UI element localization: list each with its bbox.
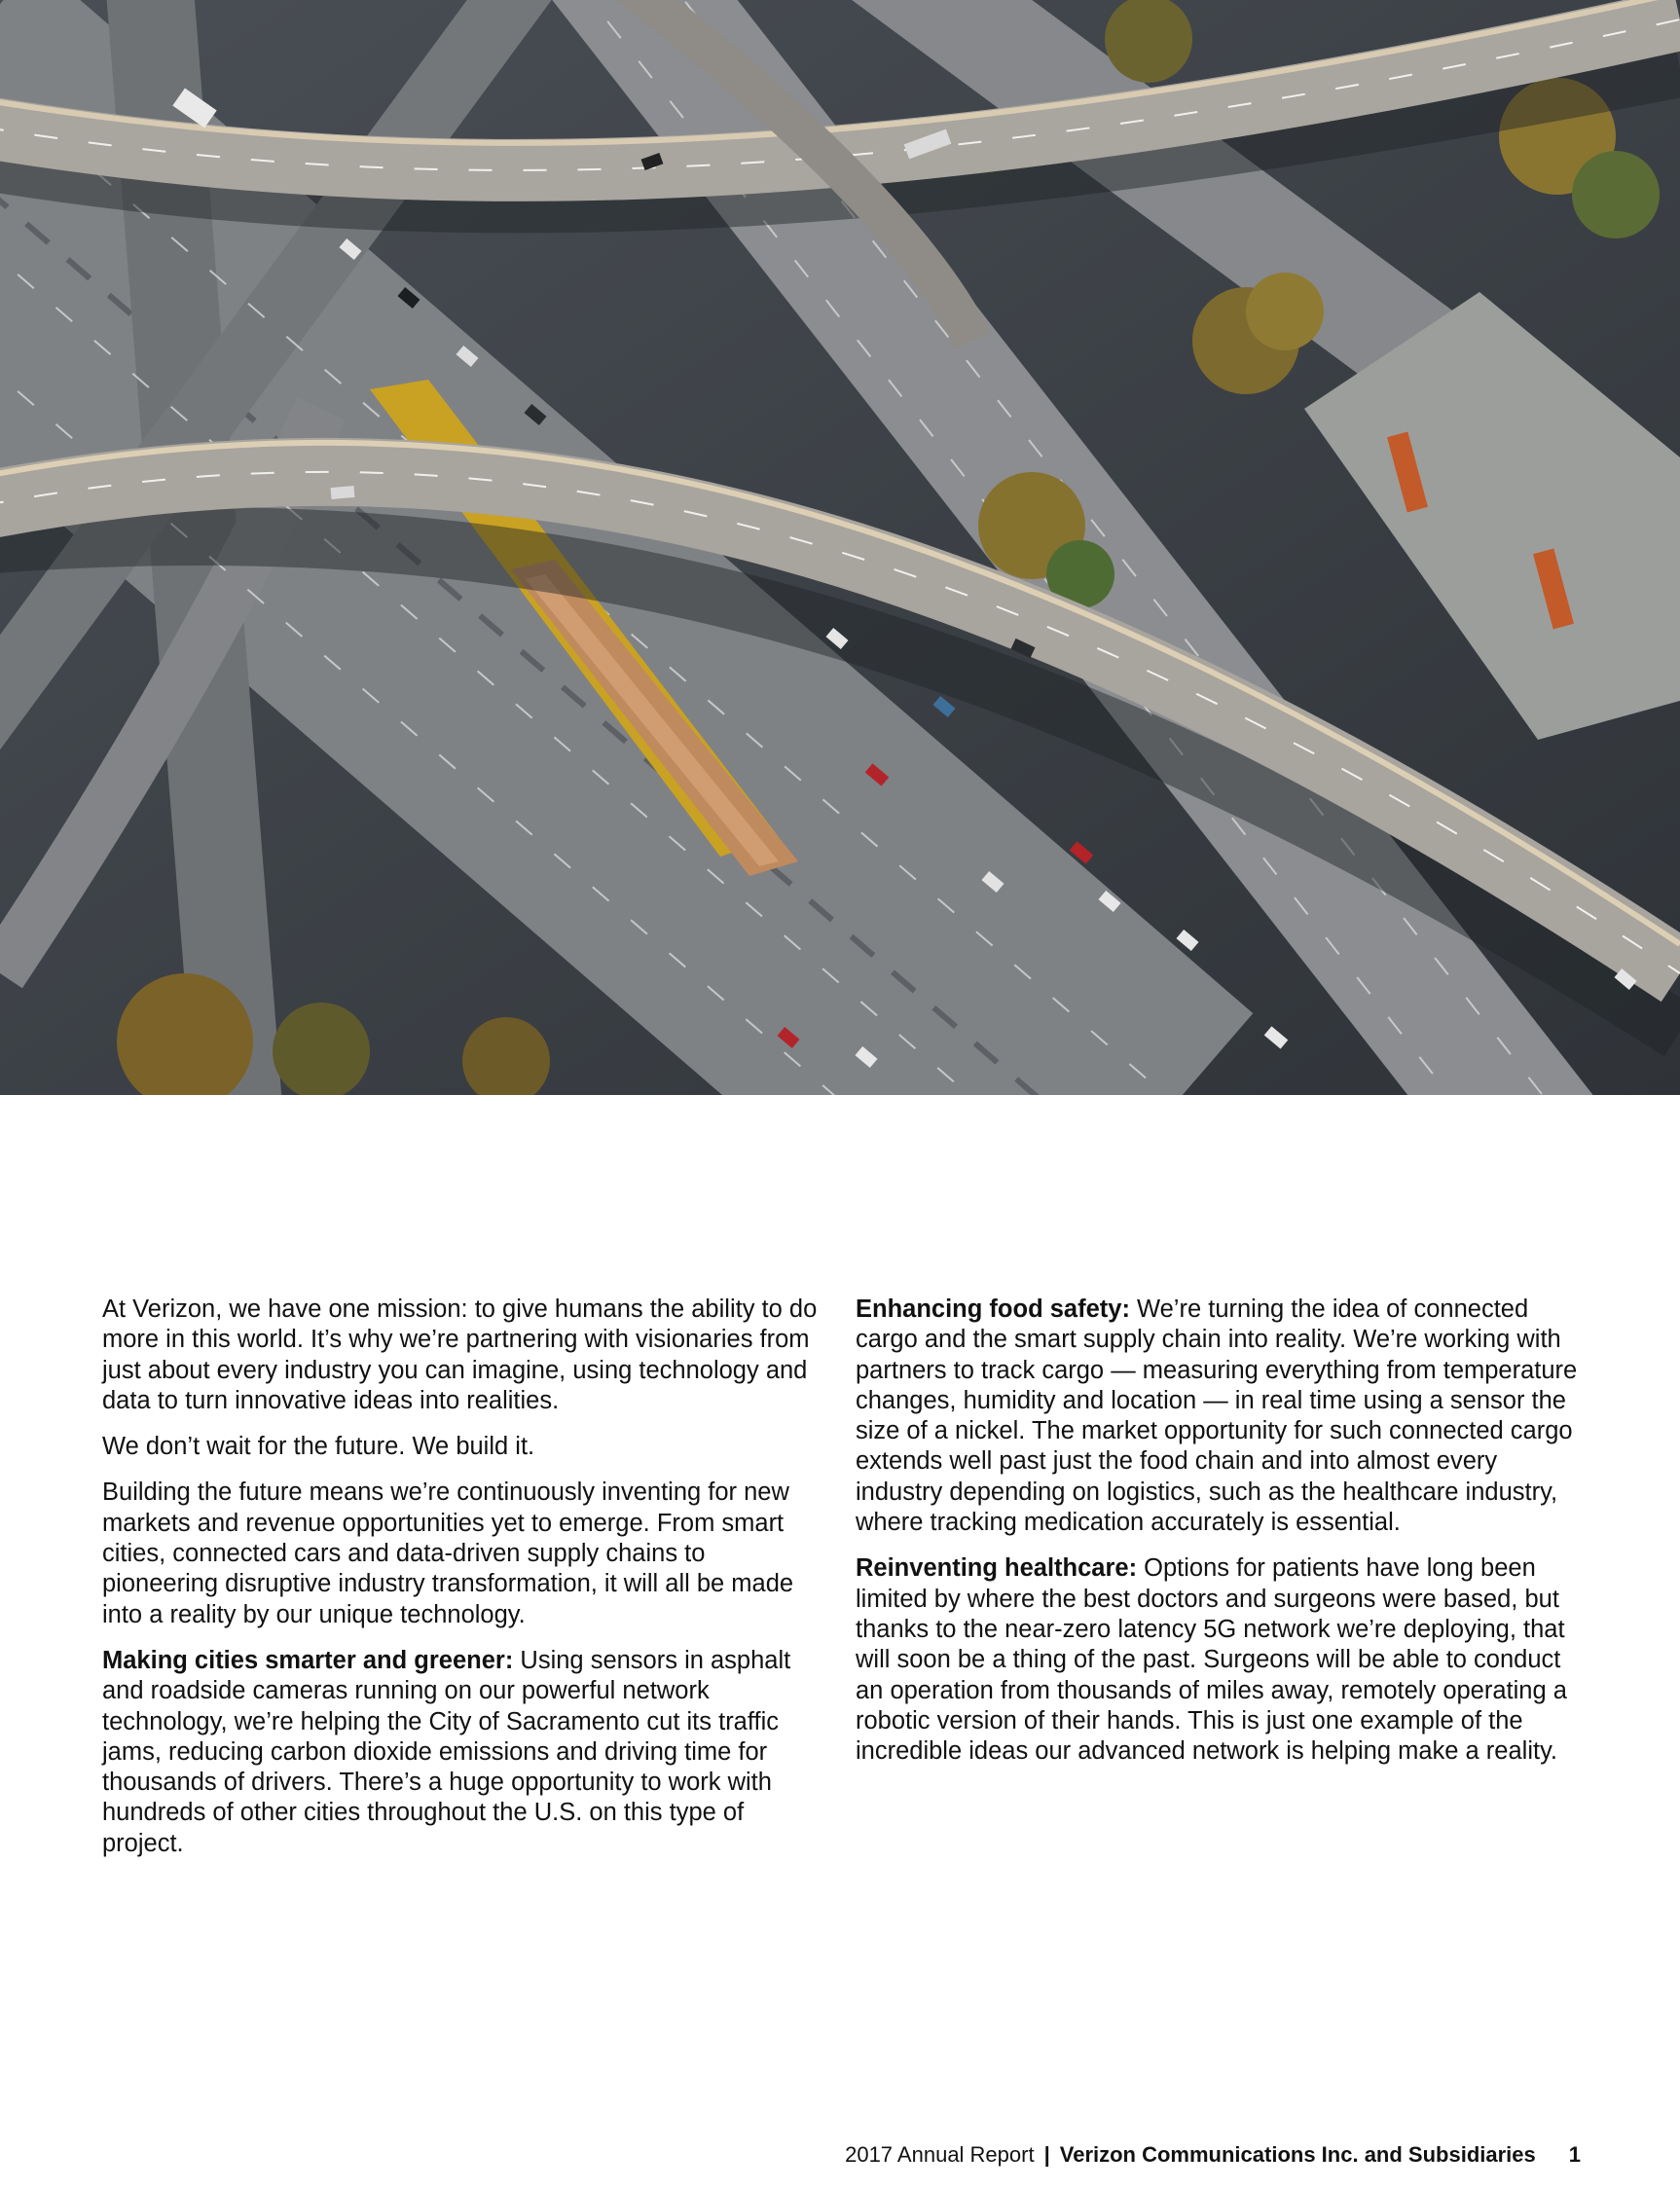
healthcare-text: Options for patients have long been limited by where the best doctors and surgeons were based, but thanks to the near-zero latency 5G network we’re deploying, that will soon be a thing of the past. Surgeons will be able to conduct an operation from thousands of miles away, remotely operating a robotic version of their hands. This is just one example of the incredible ideas our advanced network is helping make a reality. (856, 1554, 1567, 1766)
food-safety-text: We’re turning the idea of connected cargo and the smart supply chain into reality. We’re working with partners to track cargo — measuring everything from temperature changes, humidity and location — in real time using a sensor the size of a nickel. The market opportunity for such connected cargo extends well past just the food chain and into almost every industry depending on logistics, such as the healthcare industry, where tracking medication accurately is essential. (856, 1296, 1578, 1537)
healthcare-heading: Reinventing healthcare: (856, 1554, 1138, 1583)
building-future-paragraph: Building the future means we’re continuously inventing for new markets and revenue opportunities yet to emerge. From smart cities, connected cars and data-driven supply chains to pioneering disruptive industry transformation, it will all be made into a reality by our unique technology. (102, 1478, 794, 1628)
food-safety-paragraph (856, 1295, 1581, 1538)
smart-cities-heading: Making cities smarter and greener: (102, 1646, 514, 1674)
food-safety-heading: Enhancing food safety: (856, 1296, 1130, 1323)
footer-separator: | (1043, 2142, 1050, 2167)
intro-paragraph: At Verizon, we have one mission: to give humans the ability to do more in this world. It’s why we’re partnering with visionaries from just about every industry you can imagine, using technology and data to turn innovative ideas into realities. (102, 1296, 818, 1414)
right-column (856, 1295, 1581, 1782)
page-number: 1 (1568, 2142, 1581, 2167)
tagline-paragraph: We don’t wait for the future. We build it. (102, 1433, 535, 1461)
footer-report-title: 2017 Annual Report (845, 2142, 1035, 2167)
footer-company-name: Verizon Communications Inc. and Subsidiaries (1059, 2142, 1536, 2167)
smart-cities-paragraph (102, 1646, 822, 1859)
smart-cities-text: Using sensors in asphalt and roadside cameras running on our powerful network technology, we’re helping the City of Sacramento cut its traffic jams, reducing carbon dioxide emissions and driving time for thousands of drivers. There’s a huge opportunity to work with hundreds of other cities throughout the U.S. on this type of project. (102, 1646, 791, 1857)
healthcare-paragraph (856, 1553, 1581, 1767)
left-column (102, 1295, 822, 1875)
page-footer (845, 2142, 1581, 2168)
